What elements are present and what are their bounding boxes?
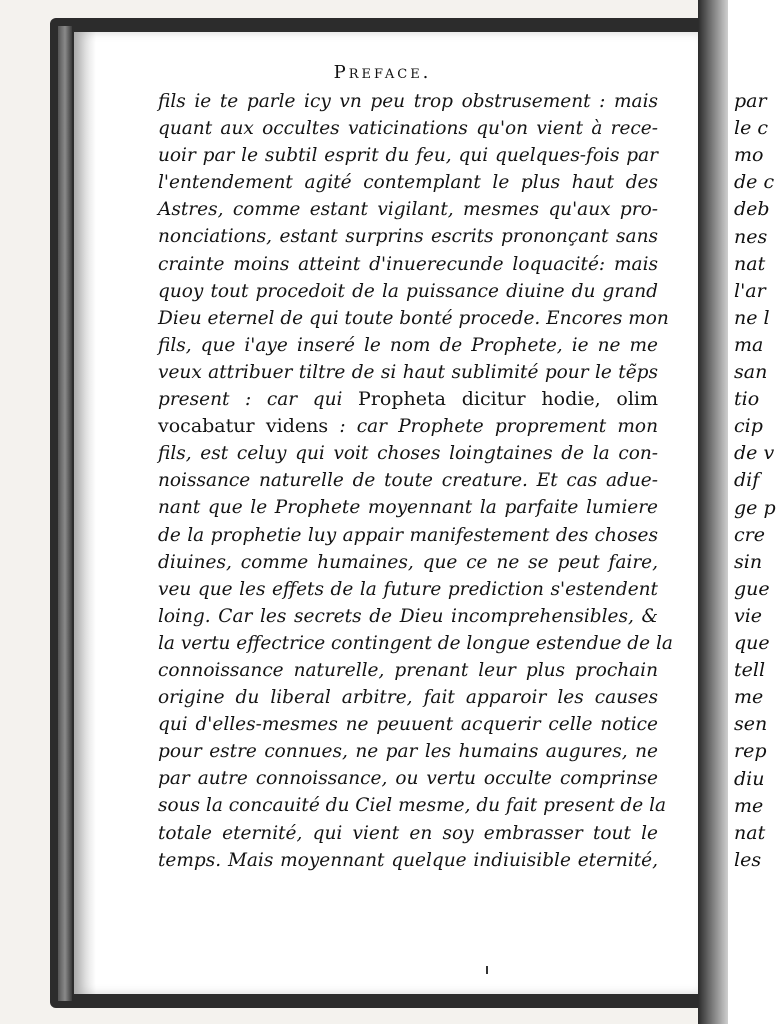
text-line: uoir par le subtil esprit du feu, qui quelques-fois par [158, 145, 658, 167]
facing-page-fragment: l'ar [734, 279, 766, 302]
text-line: Astres, comme estant vigilant, mesmes qu'aux pro- [158, 199, 658, 221]
facing-page-fragment: nes [734, 225, 768, 248]
text-line: fils ie te parle icy vn peu trop obstrusement : mais [158, 91, 658, 112]
facing-page-fragment: cre [734, 523, 765, 546]
facing-page-fragment: deb [734, 198, 770, 221]
text-line: nant que le Prophete moyennant la parfaite lumiere [158, 497, 658, 519]
text-line: fils, que i'aye inseré le nom de Prophete, ie ne me [158, 334, 658, 356]
facing-page-fragment: tell [734, 659, 766, 682]
facing-page-fragment: les [734, 848, 762, 871]
text-line: la vertu effectrice contingent de longue estendue de la [158, 632, 673, 654]
text-line: quoy tout procedoit de la puissance diuine du grand [158, 280, 658, 302]
text-line: origine du liberal arbitre, fait apparoir les causes [158, 687, 658, 709]
facing-page-fragment: mo [734, 144, 764, 167]
binding-edge [58, 26, 72, 1001]
facing-page-fragment: san [734, 361, 768, 383]
facing-page-edge [728, 0, 776, 1024]
facing-page-fragment: nat [734, 821, 766, 844]
running-head: Preface. [333, 62, 432, 83]
text-line: noissance naturelle de toute creature. Et cas adue- [158, 470, 658, 492]
facing-page-fragment: diu [734, 767, 765, 790]
facing-page-fragment: sin [734, 550, 763, 573]
book-gutter [698, 0, 728, 1024]
facing-page-fragment: le c [734, 117, 769, 140]
text-line: par autre connoissance, ou vertu occulte comprinse [158, 768, 658, 790]
text-line: sous la concauité du Ciel mesme, du fait present de la [158, 795, 667, 817]
italic-segment: present : car qui [158, 389, 343, 411]
facing-page-fragment: rep [734, 740, 767, 763]
text-line: veux attribuer tiltre de si haut sublimité pour le tẽps [158, 361, 658, 383]
text-line: l'entendement agité contemplant le plus haut des [158, 172, 658, 194]
facing-page-fragment: sen [734, 713, 768, 736]
facing-page-fragment: que [734, 632, 770, 654]
facing-page-fragment: gue [734, 577, 770, 600]
text-line: quant aux occultes vaticinations qu'on vient à rece- [158, 118, 658, 140]
text-line: pour estre connues, ne par les humains augures, ne [158, 741, 658, 763]
facing-page-fragment: ma [734, 333, 764, 356]
text-line: diuines, comme humaines, que ce ne se peut faire, [158, 551, 658, 573]
facing-page-fragment: tio [734, 388, 760, 411]
text-line: de la prophetie luy appair manifestement des choses [158, 524, 658, 546]
facing-page-fragment: de v [734, 442, 775, 465]
facing-page-fragment: cip [734, 415, 763, 438]
italic-segment: : car Prophete proprement mon [339, 416, 658, 438]
text-line-mixed [158, 386, 658, 413]
text-line-mixed [158, 413, 658, 440]
page-shadow [74, 32, 96, 994]
facing-page-fragment: dif [734, 469, 760, 492]
facing-page-fragment: ne l [734, 306, 770, 329]
text-line: nonciations, estant surprins escrits prononçant sans [158, 226, 658, 248]
facing-page-fragment: nat [734, 252, 766, 275]
facing-page-fragment: de c [734, 171, 775, 194]
facing-page-fragment: ge p [734, 496, 776, 519]
text-line: connoissance naturelle, prenant leur plus prochain [158, 659, 658, 681]
facing-page-fragment: vie [734, 604, 763, 627]
text-line: Dieu eternel de qui toute bonté procede. Encores mon [158, 307, 669, 329]
text-line: veu que les effets de la future prediction s'estendent [158, 578, 658, 600]
text-line: temps. Mais moyennant quelque indiuisible eternité, [158, 849, 658, 871]
facing-page-fragment: me [734, 686, 764, 709]
text-line: qui d'elles-mesmes ne peuuent acquerir celle notice [158, 714, 658, 736]
text-line: loing. Car les secrets de Dieu incomprehensibles, & [158, 605, 658, 627]
facing-page-fragment: par [734, 90, 767, 112]
text-line: crainte moins atteint d'inuerecunde loquacité: mais [158, 253, 658, 275]
text-line: totale eternité, qui vient en soy embrasser tout le [158, 822, 658, 844]
text-line: fils, est celuy qui voit choses loingtaines de la con- [158, 443, 658, 465]
body-text [158, 88, 673, 874]
latin-roman-segment: vocabatur videns [158, 415, 329, 438]
latin-roman-segment: Propheta dicitur hodie, olim [358, 388, 658, 411]
ink-speck [486, 966, 488, 974]
facing-page-fragment: me [734, 794, 764, 817]
